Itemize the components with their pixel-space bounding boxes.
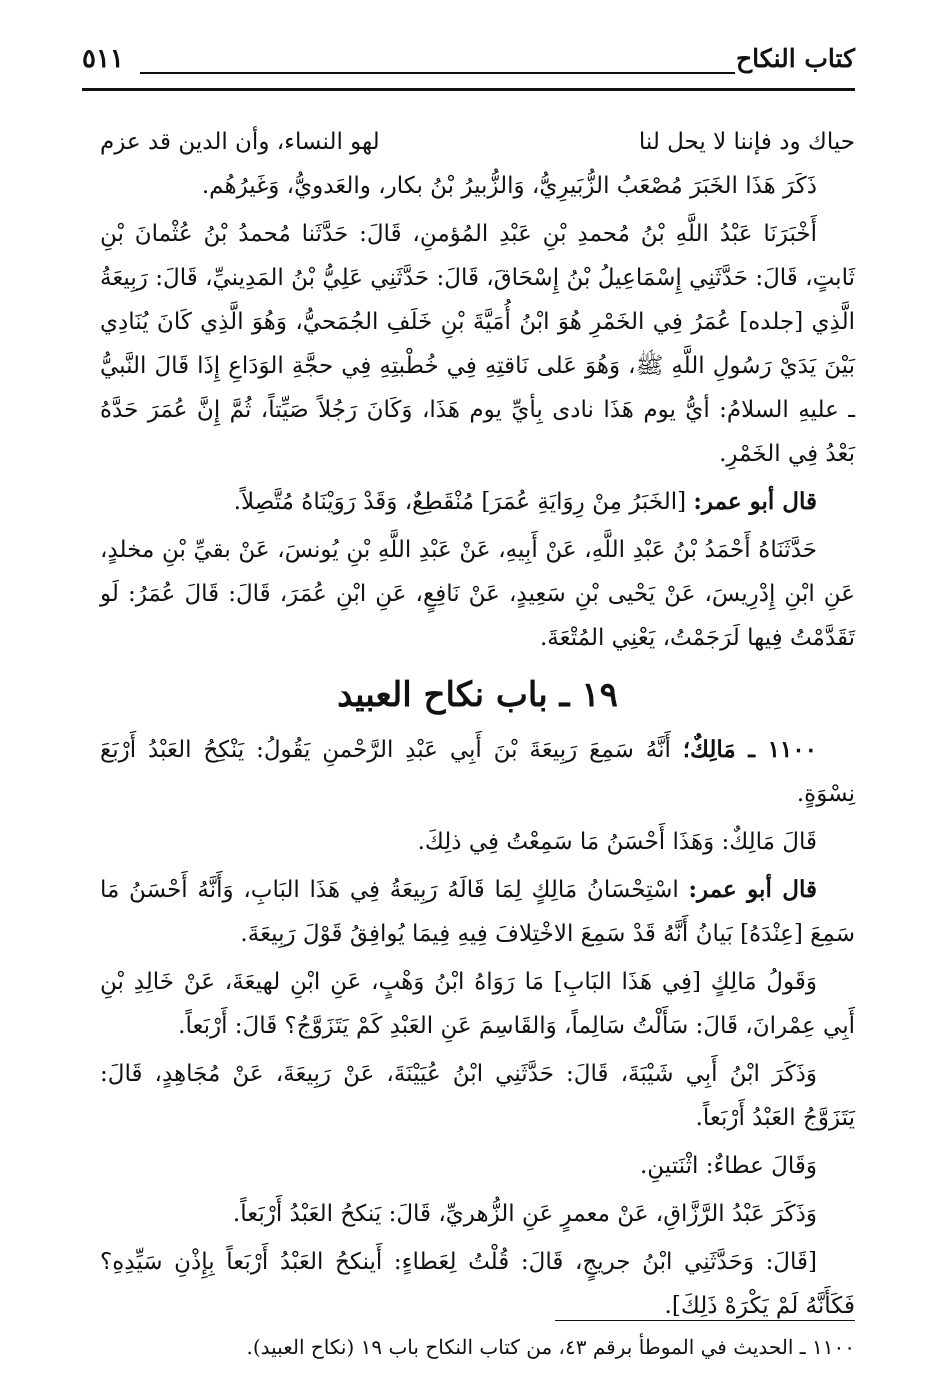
footnote-divider: [555, 1320, 855, 1321]
paragraph-9: وَذَكَرَ ابْنُ أَبِي شَيْبَةَ، قَالَ: حَدَّثَنِي ابْنُ عُيَيْنَةَ، عَنْ رَبِيعَةَ، عَنْ مُجَاهِدٍ، قَالَ: يَتَزَوَّجُ العَبْدُ أَرْبَعاً.: [100, 1061, 855, 1131]
paragraph-3-text: [الخَبَرُ مِنْ رِوَايَةِ عُمَرَ] مُنْقَطِعٌ، وَقَدْ رَوَيْنَاهُ مُتَّصِلاً.: [233, 489, 687, 515]
paragraph-12: [قَالَ: وَحَدَّثَنِي ابْنُ جريجٍ، قَالَ: قُلْتُ لِعَطاءٍ: أَينكحُ العَبْدُ أَرْبَعاً بِإِذْنِ سَيِّدِهِ؟ فَكَأَنَّهُ لَمْ يَكْرَهْ ذَلِكَ].: [100, 1249, 855, 1319]
page-header: [82, 40, 855, 90]
paragraph-7-text: اسْتِحْسَانُ مَالِكٍ لِمَا قَالَهُ رَبِيعَةُ فِي هَذَا البَابِ، وَأَنَّهُ أَحْسَنُ مَا سَمِعَ [عِنْدَهُ] بَيانُ أَنَّهُ قَدْ سَمِعَ الاخْتِلافَ فِيهِ فِيمَا يُوافِقُ قَوْلَ رَبِيعَةَ.: [100, 877, 855, 947]
paragraph-8: وَقَولُ مَالِكٍ [فِي هَذَا البَابِ] مَا رَوَاهُ ابْنُ وَهْبٍ، عَنِ ابْنِ لهيعَةَ، عَنْ خَالِدِ بْنِ أَبِي عِمْرانَ، قَالَ: سَأَلْتُ سَالِماً، وَالقَاسِمَ عَنِ العَبْدِ كَمْ يَتَزَوَّجُ؟ قَالَ: أَرْبَعاً.: [100, 969, 855, 1039]
paragraph-1: ذَكَرَ هَذَا الخَبَرَ مُصْعَبُ الزُّبَيرِيُّ، وَالزُّبيرُ بْنُ بكار، والعَدويُّ، وَغَيرُهُم.: [201, 173, 817, 199]
paragraph-6: قَالَ مَالِكٌ: وَهَذَا أَحْسَنُ مَا سَمِعْتُ فِي ذلِكَ.: [417, 829, 817, 855]
speaker-label: قال أبو عمر:: [688, 876, 817, 903]
header-rule: [140, 72, 735, 74]
paragraph-3: [100, 480, 855, 524]
paragraph-11: وَذَكَرَ عَبْدُ الرَّزَّاقِ، عَنْ معمرٍ عَنِ الزُّهريِّ، قَالَ: يَنكحُ العَبْدُ أَرْبَعاً.: [232, 1201, 817, 1227]
hadith-number: ١١٠٠ ـ مَالِكٌ؛: [682, 736, 817, 763]
chapter-heading: ١٩ ـ باب نكاح العبيد: [337, 675, 618, 715]
hadith-1100: [100, 728, 855, 816]
poem-right-hemistich: حياك ود فإننا لا يحل لنا: [638, 129, 855, 155]
main-text: [100, 120, 855, 1332]
paragraph-7: [100, 868, 855, 956]
poem-left-hemistich: لهو النساء، وأن الدين قد عزم: [100, 129, 380, 155]
speaker-label: قال أبو عمر:: [693, 488, 817, 515]
running-title: كتاب النكاح: [736, 44, 855, 73]
page-number: ٥١١: [82, 44, 124, 74]
footnote: ١١٠٠ ـ الحديث في الموطأ برقم ٤٣، من كتاب النكاح باب ١٩ (نكاح العبيد).: [246, 1335, 855, 1359]
header-divider: [82, 88, 855, 91]
poem-verse: [100, 120, 855, 164]
hadith-text: أَنَّهُ سَمِعَ رَبِيعَةَ بْنَ أَبِي عَبْدِ الرَّحْمنِ يَقُولُ: يَنْكِحُ العَبْدُ أَرْبَعَ نِسْوَةٍ.: [100, 737, 855, 807]
paragraph-2: أَخْبَرَنَا عَبْدُ اللَّهِ بْنُ مُحمدِ بْنِ عَبْدِ المُؤمنِ، قَالَ: حَدَّثَنا مُحمدُ بْنُ عُثْمانَ بْنِ ثَابتٍ، قَالَ: حَدَّثَنِي إِسْمَاعِيلُ بْنُ إِسْحَاقَ، قَالَ: حَدَّثَنِي عَلِيُّ بْنُ المَدِينيِّ، قَالَ: رَبِيعَةُ الَّذِي [جلده] عُمَرُ فِي الخَمْرِ هُوَ ابْنُ أُمَيَّةَ بْنِ خَلَفِ الجُمَحيُّ، وَهُوَ الَّذِي كَانَ يُنَادِي بَيْنَ يَدَيْ رَسُولِ اللَّهِ ﷺ، وَهُوَ عَلى نَاقتِهِ فِي خُطْبتِهِ فِي حجَّةِ الوَدَاعِ إِذَا قَالَ النَّبيُّ ـ عليهِ السلامُ: أيُّ يوم هَذَا نادى بِأيِّ يوم هَذَا، وَكَانَ رَجُلاً صَيِّتاً، ثُمَّ إِنَّ عُمَرَ حَدَّهُ بَعْدُ فِي الخَمْرِ.: [100, 221, 855, 467]
paragraph-4: حَدَّثَنَاهُ أَحْمَدُ بْنُ عَبْدِ اللَّهِ، عَنْ أَبِيهِ، عَنْ عَبْدِ اللَّهِ بْنِ يُونسَ، عَنْ بقيِّ بْنِ مخلدٍ، عَنِ ابْنِ إِدْرِيسَ، عَنْ يَحْيى بْنِ سَعِيدٍ، عَنْ نَافِعٍ، عَنِ ابْنِ عُمَرَ، قَالَ: قَالَ عُمَرُ: لَو تَقَدَّمْتُ فِيها لَرَجَمْتُ، يَعْنِي المُتْعَةَ.: [100, 537, 855, 651]
paragraph-10: وَقَالَ عطاءٌ: اثْنَتينِ.: [639, 1153, 817, 1179]
